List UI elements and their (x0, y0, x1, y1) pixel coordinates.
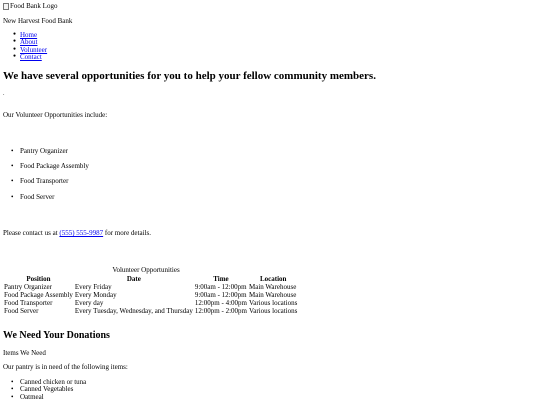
bullet-icon: ● (13, 54, 17, 60)
list-item: • Pantry Organizer (3, 148, 89, 163)
list-item: • Canned Vegetables (3, 386, 86, 393)
pantry-need-text: Our pantry is in need of the following items: (3, 363, 128, 371)
column-header-date: Date (126, 275, 141, 283)
cell-time: 12:00pm - 4:00pm (194, 299, 247, 308)
cell-time: 12:00pm - 2:00pm (194, 307, 247, 316)
table-row (3, 291, 298, 299)
cell-date: Every day (74, 299, 104, 308)
list-item: • Oatmeal (3, 394, 86, 401)
cell-position: Food Server (4, 307, 39, 316)
column-header-time: Time (213, 275, 229, 283)
cell-position: Pantry Organizer (4, 283, 52, 292)
table-header-row (3, 275, 298, 283)
bullet-icon: ● (13, 39, 17, 45)
contact-suffix: for more details. (103, 229, 151, 237)
nav-link-about[interactable]: About (20, 38, 38, 47)
column-header-location: Location (259, 275, 287, 283)
items-subtitle: Items We Need (3, 349, 46, 357)
cell-date: Every Friday (74, 283, 112, 292)
phone-link[interactable]: (555) 555-9987 (59, 229, 104, 237)
bullet-icon: ● (13, 32, 17, 37)
logo (3, 3, 57, 11)
logo-alt-text: Food Bank Logo (10, 2, 58, 10)
cell-date: Every Monday (74, 291, 117, 300)
list-item: • Canned chicken or tuna (3, 379, 86, 386)
list-item: • Food Server (3, 194, 89, 209)
bullet-icon: ● (13, 46, 17, 52)
cell-position: Food Package Assembly (4, 291, 73, 300)
table-row (3, 299, 298, 307)
site-name: New Harvest Food Bank (3, 17, 73, 25)
contact-line (3, 230, 151, 238)
cell-position: Food Transporter (4, 299, 53, 308)
cell-location: Various locations (248, 299, 298, 308)
table-row (3, 307, 298, 315)
needed-items-list (3, 379, 86, 401)
contact-prefix: Please contact us at (3, 229, 60, 237)
nav-link-volunteer[interactable]: Volunteer (20, 45, 48, 54)
opportunities-intro: Our Volunteer Opportunities include: (3, 111, 108, 119)
page-headline: We have several opportunities for you to help your fellow community members. (3, 70, 376, 82)
nav-link-home[interactable]: Home (20, 31, 38, 39)
cell-location: Main Warehouse (248, 283, 297, 292)
main-nav (13, 31, 48, 62)
cell-location: Main Warehouse (248, 291, 297, 300)
cell-time: 9:00am - 12:00pm (194, 291, 247, 300)
cell-date: Every Tuesday, Wednesday, and Thursday (74, 307, 193, 316)
nav-link-contact[interactable]: Contact (20, 53, 42, 62)
cell-time: 9:00am - 12:00pm (194, 283, 247, 292)
cell-location: Various locations (248, 307, 298, 316)
table-caption: Volunteer Opportunities (112, 266, 180, 274)
table-row (3, 283, 298, 291)
list-item: • Food Transporter (3, 178, 89, 193)
opportunities-list (3, 148, 89, 209)
column-header-position: Position (26, 275, 51, 283)
list-item: • Food Package Assembly (3, 163, 89, 178)
stray-dot: . (3, 91, 5, 97)
donations-heading: We Need Your Donations (3, 330, 110, 341)
volunteer-table (3, 275, 298, 315)
broken-image-icon (3, 3, 9, 10)
